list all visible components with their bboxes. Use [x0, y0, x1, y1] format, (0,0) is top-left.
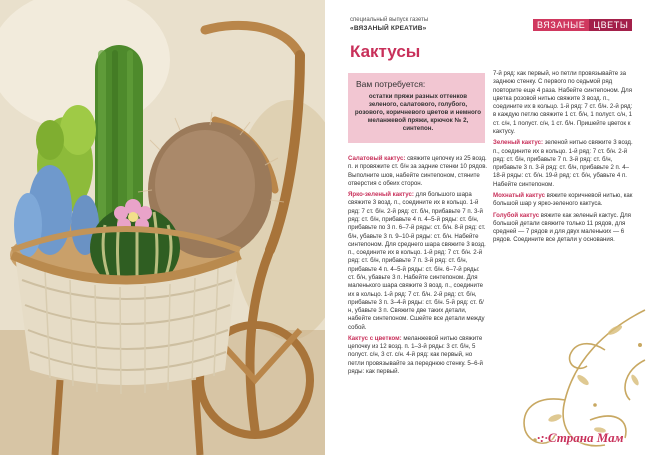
paragraph — [493, 192, 633, 209]
site-watermark-logo: ·:·Страна Мам — [537, 430, 624, 445]
logo-text: Страна Мам — [547, 430, 624, 445]
issue-kicker — [350, 17, 428, 34]
paragraph-text: меланжевой нитью свяжите цепочку из 12 возд. п. 1–3-й ряды: 3 ст. б/н, 5 полуст. с/н, 3 ст. с/н. 4-й ряд: как первый, но петли провязывайте за переднюю стенку. 5–6-й ряды: как первый. — [348, 334, 483, 376]
paragraph-lead: Зеленый кактус: — [493, 139, 543, 147]
paragraph-text: свяжите цепочку из 25 возд. п. и провяжите ст. б/н за задние стенки 10 рядов. Выполните шов, набейте синтепоном, стяните отверстия с обеих сторон. — [348, 155, 488, 187]
text-column-1 — [348, 155, 488, 379]
paragraph-lead: Голубой кактус — [493, 211, 540, 219]
paragraph-text: зеленой нитью свяжите 3 возд. п., соедините их в кольцо. 1-й ряд: 7 ст. б/н. 2-й ряд: ст. б/н, прибавьте 7 п. 3-й ряд: ст. б/н, прибавьте 3 п. 3-й ряд: ст. б/н, прибавьте 2 п. 4–18-й ряды: ст. б/н. 19-й ряд: ст. б/н, убавьте 4 п. Набейте синтепоном. — [493, 139, 633, 188]
materials-text: остатки пряжи разных оттенков зеленого, салатового, голубого, розового, коричневого цветов и немного меланжевой пряжи, крючок № 2, синтепон. — [354, 93, 482, 133]
banner-right: ЦВЕТЫ — [589, 19, 632, 31]
paragraph-lead: Ярко-зеленый кактус: — [348, 191, 414, 199]
article-page — [325, 0, 650, 455]
paragraph-text: 7-й ряд: как первый, но петли провязывайте за заднюю стенку. С первого по седьмой ряд повторите еще 4 раза. Набейте синтепоном. Для цветка розовой нитью свяжите 3 возд. п., соедините их в кольцо. 1-й ряд: 7 ст. б/н. 2-й ряд: в каждую петлю свяжите 1 ст. б/н, 1 полуст. с/н, 1 ст. с/н, 1 полуст. с/н, 1 ст. б/н. Пришейте цветок к кактусу. — [493, 70, 633, 135]
magazine-name: «ВЯЗАНЫЙ КРЕАТИВ» — [350, 24, 427, 32]
materials-heading: Вам потребуется: — [356, 79, 426, 89]
kicker-line: специальный выпуск газеты — [350, 17, 429, 23]
paragraph — [348, 191, 488, 332]
paragraph-lead: Кактус с цветком: — [348, 334, 402, 342]
paragraph — [493, 212, 633, 245]
banner-left: ВЯЗАНЫЕ — [533, 19, 589, 31]
article-title: Кактусы — [350, 42, 421, 61]
text-column-2 — [493, 70, 633, 248]
paragraph-text: для большого шара свяжите 3 возд. п., соедините их в кольцо. 1-й ряд: 7 ст. б/н. 2-й ряд: ст. б/н, прибавьте 7 п. 3-й ряд: ст. б/н, прибавьте 4 п. 4–5-й ряды: ст. б/н, прибавьте по 3 п. 6–7-й ряды: ст. б/н. 8-й ряд: ст. б/н, убавьте 3 п. 9–10-й ряды: ст. б/н. Набейте синтепоном. Для среднего шара свяжите 3 возд. п., соедините их в кольцо. 1-й ряд: 7 ст. б/н. 2-й ряд: ст. б/н, прибавьте 7 п. 3-й ряд: ст. б/н, прибавьте 4 п. 4–5-й ряды: ст. б/н. 6–7-й ряды: ст. б/н, убавьте 3 п. Набейте синтепоном. Для маленького шара свяжите 3 возд. п., соедините их в кольцо. 1-й ряд: 7 ст. б/н. 2-й ряд: ст. б/н, прибавьте 3 п. 3–4-й ряды: ст. б/н. 5-й ряд: ст. б/н, убавьте 3 п. Свяжите две таких детали, набейте синтепоном. Сшейте все детали между собой. — [348, 191, 486, 331]
section-banner — [533, 19, 632, 31]
paragraph — [348, 335, 488, 376]
paragraph-text: вяжите коричневой нитью, как большой шар у ярко-зеленого кактуса. — [493, 191, 633, 208]
paragraph-lead: Мохнатый кактус — [493, 191, 545, 199]
paragraph — [493, 70, 633, 136]
paragraph — [493, 139, 633, 189]
paragraph — [348, 155, 488, 188]
paragraph-lead: Салатовый кактус: — [348, 155, 406, 162]
paragraph-text: вяжите как зеленый кактус. Для большой детали свяжите только 11 рядов, для средней — 7 рядов и для двух маленьких — 6 рядов. Соедините все детали у основания. — [493, 211, 631, 244]
materials-box — [348, 73, 485, 143]
